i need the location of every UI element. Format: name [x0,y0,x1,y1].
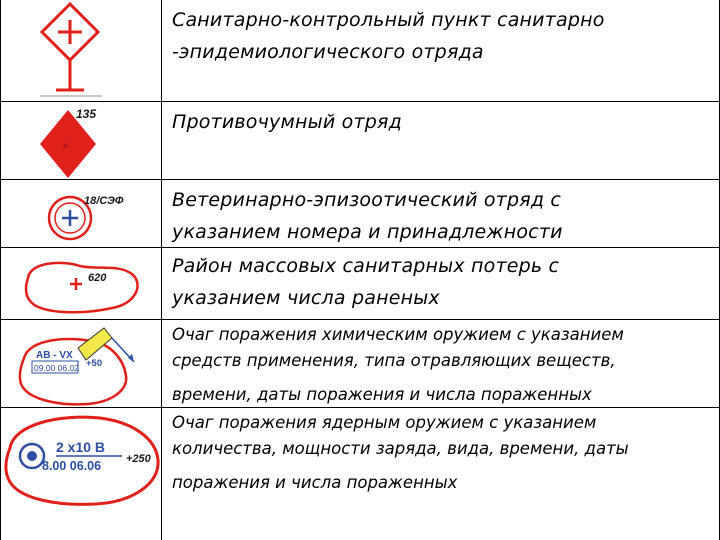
red-outline-area-cross-icon [0,248,162,319]
description-line: -эпидемиологического отряда [172,41,484,63]
description-line: Очаг поражения ядерным оружием с указанием [172,413,597,432]
symbol-cell [0,180,162,247]
symbol-cell [0,102,162,179]
description-line: указанием числа раненых [172,287,440,309]
svg-text:+: + [62,139,70,153]
symbol-label: 135 [76,107,97,121]
description-line: Район массовых санитарных потерь с [172,255,560,277]
description-line: указанием номера и принадлежности [172,221,563,243]
symbol-label-casualties: +250 [126,453,151,465]
row-description [172,322,714,408]
nuclear-strike-area-icon [0,408,162,540]
symbol-label-agent: АВ - VX [36,350,73,361]
signpost-diamond-red-cross-icon [0,0,162,101]
description-line: Ветеринарно-эпизоотический отряд с [172,189,562,211]
description-line: времени, даты поражения и числа пораженных [172,385,592,404]
symbol-cell [0,408,162,540]
row-description [172,184,714,248]
symbol-label: 18/СЭФ [84,195,124,207]
table-row-nuclear-strike-area [0,408,720,540]
table-row-mass-casualty-area [0,248,720,320]
row-description [172,250,714,314]
symbol-label: 620 [88,272,107,284]
symbol-label-yield: 2 х10 В [56,439,106,455]
red-diamond-icon [0,102,162,179]
symbol-label-time: 09.00 06.02 [34,363,79,373]
description-line: Санитарно-контрольный пункт санитарно [172,9,605,31]
double-circle-blue-cross-icon [0,180,162,247]
description-line: средств применения, типа отравляющих веществ, [172,351,616,370]
table-row-veterinary-unit [0,180,720,248]
row-description [172,106,714,138]
row-description [172,4,714,68]
description-line: Противочумный отряд [172,111,402,133]
symbol-label-casualties: +50 [86,358,103,369]
symbol-cell [0,320,162,407]
description-line: поражения и числа пораженных [172,473,458,492]
description-line: количества, мощности заряда, вида, времени, даты [172,439,629,458]
symbol-label-time: 8.00 06.06 [42,459,102,473]
description-line: Очаг поражения химическим оружием с указанием [172,325,624,344]
chemical-strike-area-icon [0,320,162,407]
table-row-sanitary-control-point [0,0,720,102]
table-row-antiplague-unit [0,102,720,180]
row-description [172,410,714,496]
symbol-cell [0,0,162,101]
symbol-cell [0,248,162,319]
table-row-chemical-strike-area [0,320,720,408]
